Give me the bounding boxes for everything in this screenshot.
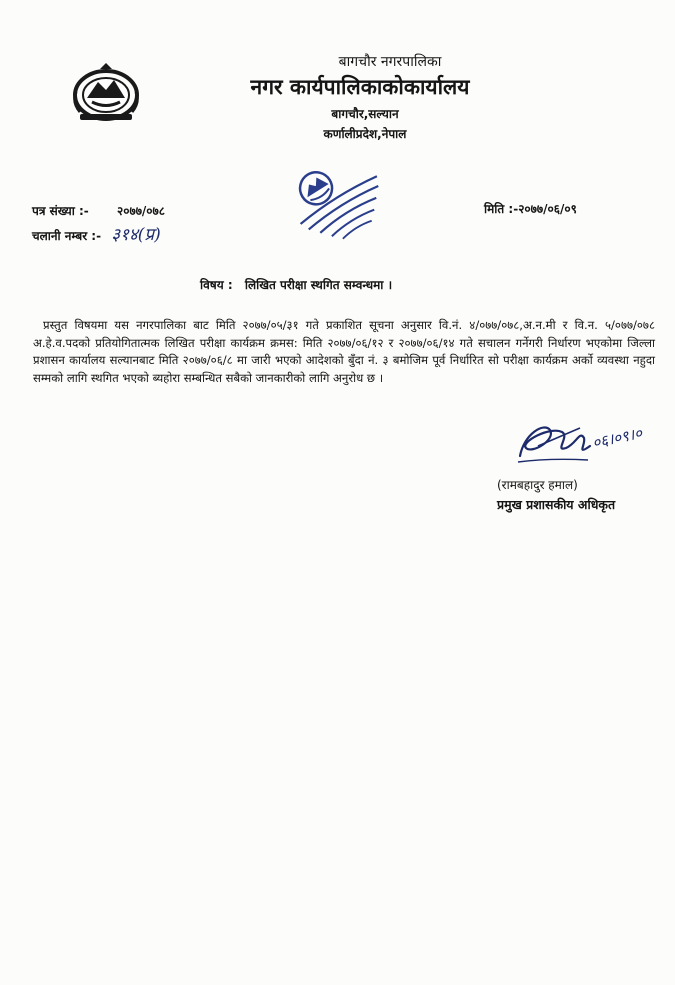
dispatch-number-label: चलानी नम्बर :- [32,229,102,243]
subject-label: विषय : [200,278,233,292]
nepal-emblem-icon [70,62,142,124]
municipality-name: बागचौर नगरपालिका [338,54,442,70]
letter-number-value: २०७७/०७८ [116,204,166,218]
letter-number-label: पत्र संख्या :- [32,204,89,218]
notice-body: प्रस्तुत विषयमा यस नगरपालिका बाट मिति २०७७/०५/३१ गते प्रकाशित सूचना अनुसार वि.नं. ४/०७७/०७८,अ.न.मी र वि.न. ५/०७७/०७८ अ.हे.व.पदको प्रतियोगितात्मक लिखित परीक्षा कार्यक्रम क्रमस: मिति २०७७/०६/१२ र २०७७/०६/१४ गते सचालन गर्नेगरी निर्धारण भएकोमा जिल्ला प्रशासन कार्यालय सल्यानबाट मिति २०७७/०६/८ मा जारी भएको आदेशको बुँदा नं. ३ बमोजिम पूर्व निर्धारित सो परीक्षा कार्यक्रम अर्को व्यवस्था नहुदा सम्मको लागि स्थगित भएको ब्यहोरा सम्बन्धित सबैको जानकारीको लागि अनुरोध छ । [33,318,655,385]
subject-text: लिखित परीक्षा स्थगित सम्वन्धमा । [244,278,393,292]
letter-date: मिति :-२०७७/०६/०९ [484,202,577,216]
letterhead [150,52,570,142]
letter-number-row [32,202,165,222]
office-location: बागचौर,सल्यान [331,107,399,121]
office-title: नगर कार्यपालिकाकोकार्यालय [250,75,470,99]
reference-block [32,202,166,245]
dispatch-number-row [32,222,165,245]
subject-line [200,276,392,293]
signatory-title: प्रमुख प्रशासकीय अधिकृत [497,497,616,512]
dispatch-number-value: ३१४(प्र) [111,225,161,245]
office-seal-stamp-icon [282,148,394,246]
signature-date: ०६।०९।० [590,423,644,453]
signatory-name: (रामबहादुर हमाल) [497,478,578,492]
office-province: कर्णालीप्रदेश,नेपाल [323,127,407,141]
